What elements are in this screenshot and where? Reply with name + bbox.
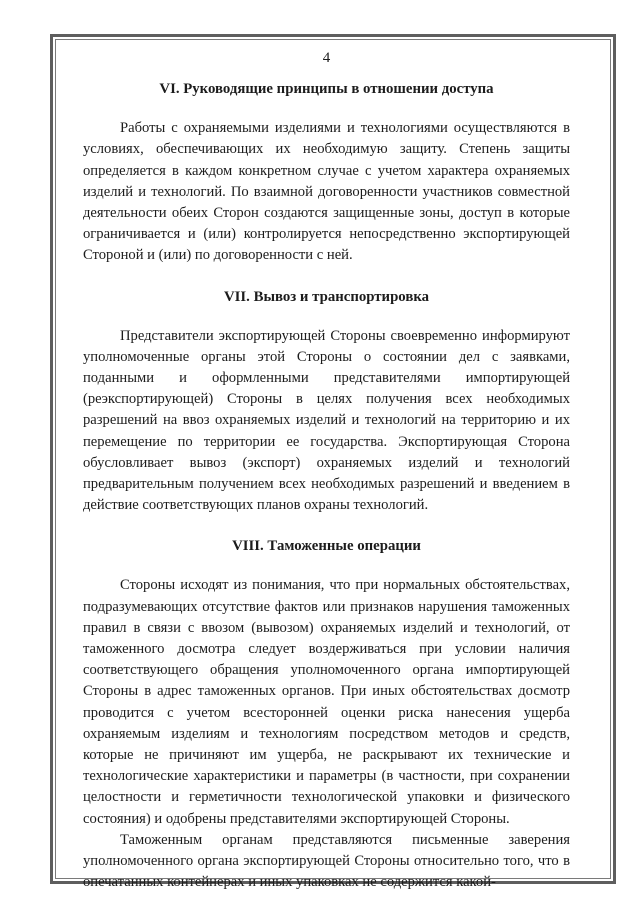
section-export-transport [83, 287, 570, 517]
paragraph-export: Представители экспортирующей Стороны своевременно информируют уполномоченные органы этой Стороны о состоянии дел с заявками, поданными и оформленными представителями импортирующей (реэкспортирующей) Стороны в целях получения всех необходимых разрешений на ввоз охраняемых изделий и технологий на территорию и их перемещение по территории ее государства. Экспортирующая Сторона обусловливает вывоз (экспорт) охраняемых изделий и технологий предварительным получением всех необходимых разрешений и введением в действие соответствующих планов охраны технологий. [83, 327, 570, 514]
section-heading-vii: VII. Вывоз и транспортировка [223, 288, 430, 305]
section-access-principles [83, 79, 570, 266]
paragraph-customs-inspection: Стороны исходят из понимания, что при нормальных обстоятельствах, подразумевающих отсутствие фактов или признаков нарушения таможенных правил в связи с ввозом (вывозом) охраняемых изделий и технологий, от таможенного досмотра следует воздерживаться при условии наличия соответствующего обращения уполномоченного органа импортирующей Стороны в адрес таможенных органов. При иных обстоятельствах досмотр проводится с учетом всесторонней оценки риска нанесения ущерба охраняемым изделиям и технологиям посредством методов и средств, которые не причиняют им ущерба, не раскрывают их технические и технологические характеристики и параметры (в частности, при сохранении целостности и герметичности технологической упаковки и физического состояния) и одобрены представителями экспортирующей Стороны. [83, 577, 570, 827]
page-number: 4 [322, 50, 331, 66]
section-customs-operations [83, 536, 570, 893]
section-heading-vi: VI. Руководящие принципы в отношении доступа [159, 81, 494, 98]
paragraph-customs-assurances: Таможенным органам представляются письменные заверения уполномоченного органа экспортирующей Стороны относительно того, что в опечатанных контейнерах и иных упаковках не содержится какой- [83, 831, 570, 891]
paragraph-access: Работы с охраняемыми изделиями и технологиями осуществляются в условиях, обеспечивающих их необходимую защиту. Степень защиты определяется в каждом конкретном случае с учетом характера охраняемых изделий и технологий. По взаимной договоренности участников совместной деятельности обеих Сторон создаются защищенные зоны, доступ в которые ограничивается и (или) контролируется непосредственно экспортирующей Стороной и (или) по договоренности с ней. [83, 120, 570, 264]
section-heading-viii: VIII. Таможенные операции [232, 538, 421, 555]
document-body [83, 48, 570, 894]
